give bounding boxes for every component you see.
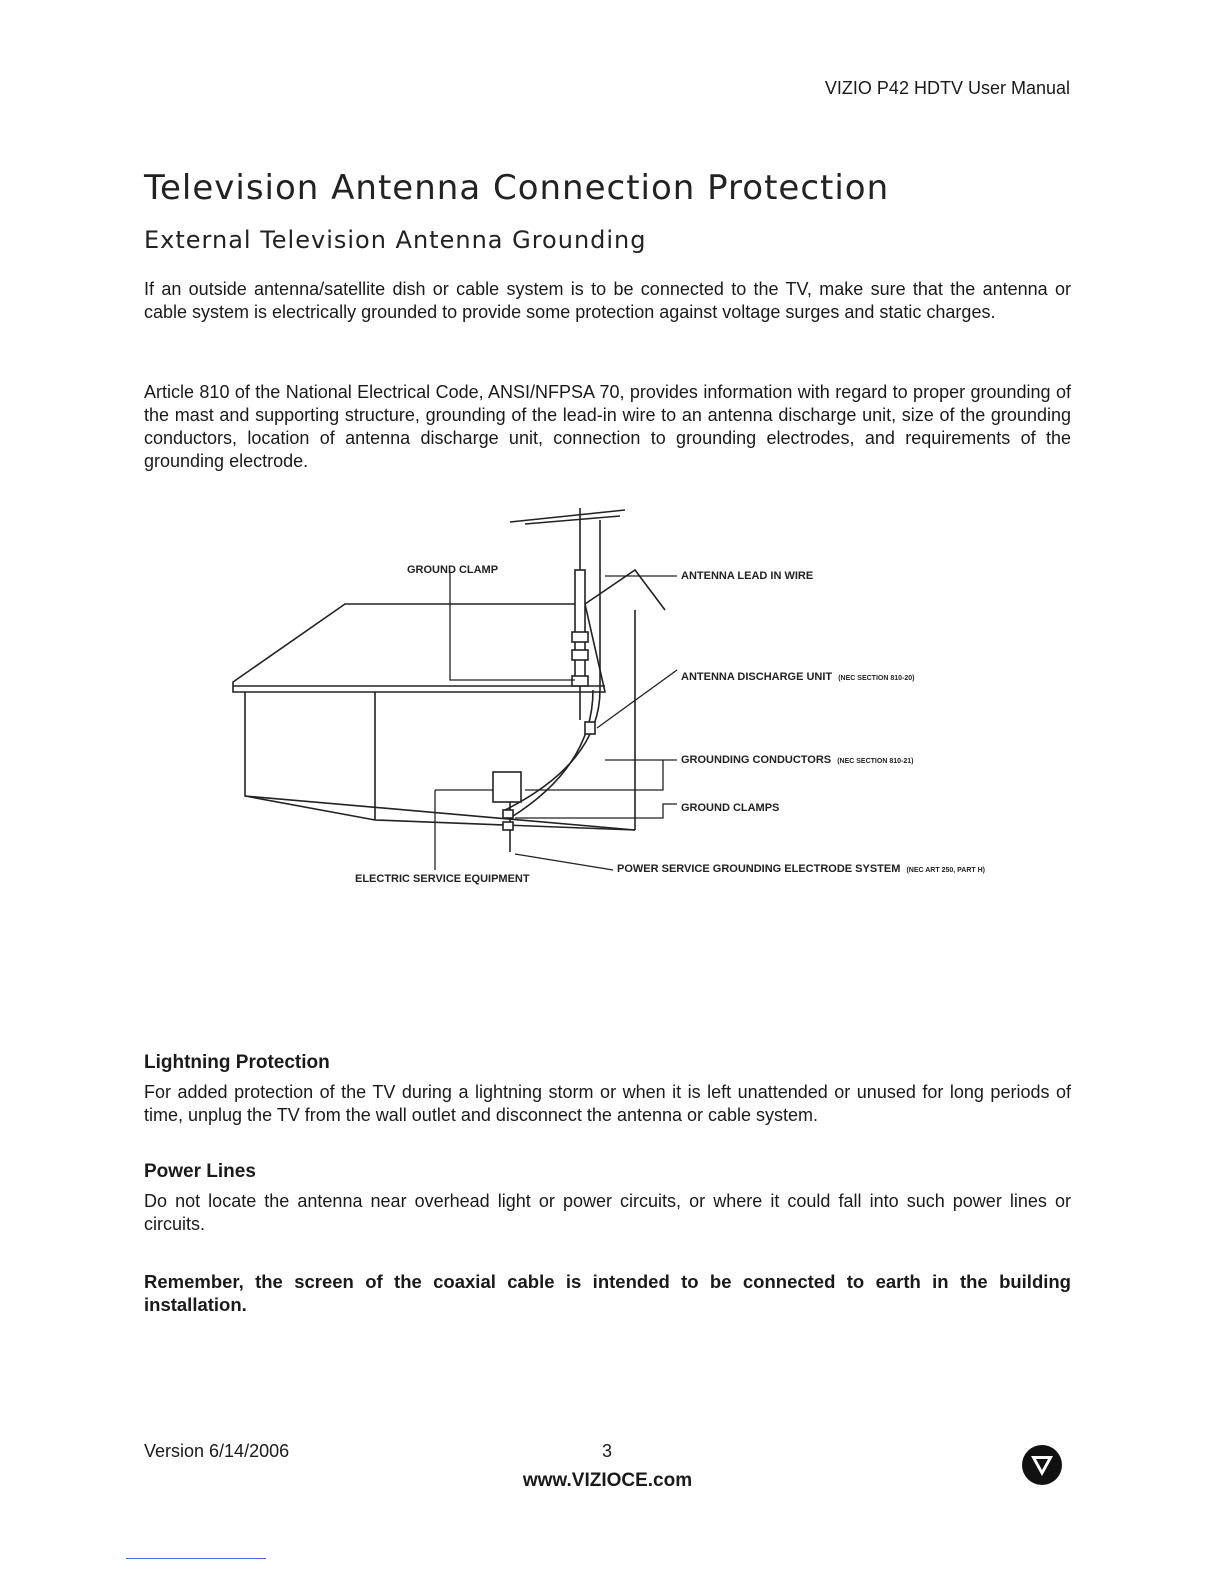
label-power-service-grounding: POWER SERVICE GROUNDING ELECTRODE SYSTEM (NEC ART 250, PART H) [617,863,986,875]
power-lines-heading: Power Lines [144,1161,256,1182]
vizio-logo-icon [1020,1443,1064,1487]
nec-paragraph: Article 810 of the National Electrical Code, ANSI/NFPSA 70, provides information with regard to proper grounding of the mast and supporting structure, grounding of the lead-in wire to an antenna discharge unit, size of the grounding conductors, location of antenna discharge unit, connection to grounding electrodes, and requirements of the grounding electrode. [144,382,1071,471]
label-ground-clamp: GROUND CLAMP [407,564,499,576]
section-title: External Television Antenna Grounding [144,226,647,254]
intro-paragraph: If an outside antenna/satellite dish or cable system is to be connected to the TV, make sure that the antenna or cable system is electrically grounded to provide some protection against voltage surges and static charges. [144,279,1071,322]
page-title: Television Antenna Connection Protection [144,168,890,208]
label-antenna-lead-in-wire: ANTENNA LEAD IN WIRE [681,570,814,582]
page-edge-rule [126,1558,266,1559]
manual-title-header: VIZIO P42 HDTV User Manual [824,78,1070,98]
label-grounding-conductors: GROUNDING CONDUCTORS (NEC SECTION 810-21) [681,754,914,766]
footer-version: Version 6/14/2006 [144,1441,290,1461]
antenna-grounding-diagram [225,500,995,900]
page-number: 3 [602,1441,613,1461]
lightning-protection-heading: Lightning Protection [144,1052,330,1073]
label-electric-service-equipment: ELECTRIC SERVICE EQUIPMENT [355,873,530,885]
coaxial-earth-notice: Remember, the screen of the coaxial cable is intended to be connected to earth in the building installation. [144,1271,1071,1315]
label-ground-clamps: GROUND CLAMPS [681,802,780,814]
power-lines-text: Do not locate the antenna near overhead light or power circuits, or where it could fall into such power lines or circuits. [144,1191,1071,1234]
label-antenna-discharge-unit: ANTENNA DISCHARGE UNIT (NEC SECTION 810-20) [681,671,915,683]
footer-url: www.VIZIOCE.com [522,1470,693,1491]
lightning-protection-text: For added protection of the TV during a lightning storm or when it is left unattended or unused for long periods of time, unplug the TV from the wall outlet and disconnect the antenna or cable system. [144,1082,1071,1125]
